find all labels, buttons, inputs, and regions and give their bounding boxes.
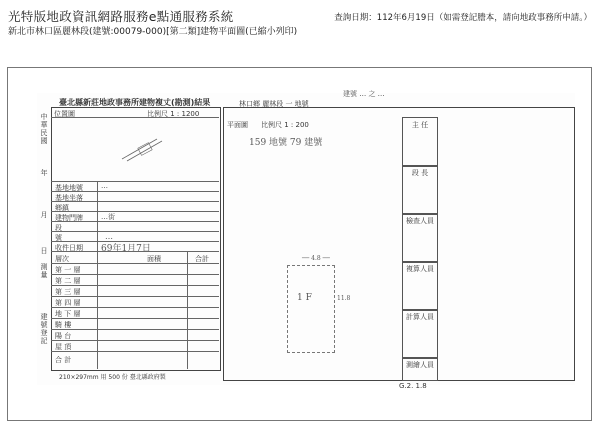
land-location-label: 基地坐落 [55, 194, 83, 202]
door-plate-label: 建物門牌 [55, 214, 83, 222]
floor-plan-box [223, 107, 575, 381]
stamp-box-recalculator: 複算人員 [402, 261, 438, 311]
survey-info-line: 林口鄉 麗林段 一 地號 [239, 100, 309, 108]
floor-mark: 1 F [297, 293, 312, 303]
location-map-scale: 比例尺 1 : 1200 [147, 110, 200, 118]
stamp-box-director: 主 任 [402, 117, 438, 167]
stamp-box-inspector: 檢查人員 [402, 213, 438, 263]
document-subtitle: 新北市林口區麗林段(建號:00079-000)[第二類]建物平面圖(已縮小列印) [8, 27, 298, 37]
dimension-side: 11.8 [337, 295, 351, 302]
location-map-label: 位置圖 [54, 110, 75, 118]
query-date: 查詢日期：112年6月19日（如需登記謄本，請向地政事務所申請。） [334, 13, 592, 23]
location-sketch [117, 133, 177, 163]
door-plate-value: …街 [101, 213, 115, 221]
footer-code: G.2. 1.8 [399, 382, 427, 390]
table-header-area: 面積 [147, 255, 161, 263]
received-date-label: 收件日期 [55, 244, 83, 252]
township-label: 鄉鎮 [55, 204, 69, 212]
signature-note: 建號 … 之 … [343, 90, 385, 98]
table-row: 屋 頂 [55, 343, 72, 351]
stamp-box-surveyor: 測繪人員 [402, 357, 438, 381]
plan-label: 平面圖 [227, 121, 248, 129]
table-row: 騎 樓 [55, 321, 72, 329]
scanned-document: 臺北縣新莊地政事務所建物複丈(勘測)結果 中 華 民 國 年 月 日 測 量 建 號 登 記 位置圖 比例尺 1 : 1200 基地地號 … 基地坐落 鄉鎮 建物門牌 …街 段 號 … 收件日期 69年1月7日 層次 面積 合計 第 一 層 第 二 層 第 三 層 第 四 層 地 下 層 騎 樓 陽 台 屋 頂 合 計 210×297mm 用 500 份 臺北縣政府製 林口鄉 麗林段 一 地號 建號 … 之 … 平面圖 比例尺 1 : 200 159 地號 79 建號 ── 4.8 ── 11.8 1 F 主 任 段 長 檢查人員 複算人員 計算人員 測繪人員 G.2. 1.8 [37, 93, 575, 385]
table-row: 陽 台 [55, 332, 72, 340]
land-number-label: 基地地號 [55, 184, 83, 192]
plan-scale: 比例尺 1 : 200 [261, 121, 309, 129]
table-row: 第 二 層 [55, 277, 81, 285]
form-title: 臺北縣新莊地政事務所建物複丈(勘測)結果 [59, 98, 211, 107]
page-header [0, 0, 600, 38]
table-row: 第 四 層 [55, 299, 81, 307]
table-header-total: 合計 [195, 255, 209, 263]
stamp-box-section-chief: 段 長 [402, 165, 438, 215]
table-row: 地 下 層 [55, 310, 81, 318]
table-header-floor: 層次 [55, 255, 69, 263]
table-row: 合 計 [55, 356, 72, 364]
number-label: 號 [55, 234, 62, 242]
section-label: 段 [55, 224, 62, 232]
form-note: 210×297mm 用 500 份 臺北縣政府製 [59, 374, 166, 381]
table-row: 第 三 層 [55, 288, 81, 296]
land-number-value: … [101, 182, 108, 190]
stamp-box-calculator: 計算人員 [402, 309, 438, 359]
received-date-value: 69年1月7日 [101, 244, 151, 254]
system-title: 光特版地政資訊網路服務e點通服務系統 [8, 9, 234, 24]
building-outline [287, 265, 335, 353]
building-number-note: 159 地號 79 建號 [249, 138, 323, 148]
table-row: 第 一 層 [55, 266, 81, 274]
number-value: … [105, 232, 113, 241]
dimension-top: ── 4.8 ── [302, 255, 330, 262]
